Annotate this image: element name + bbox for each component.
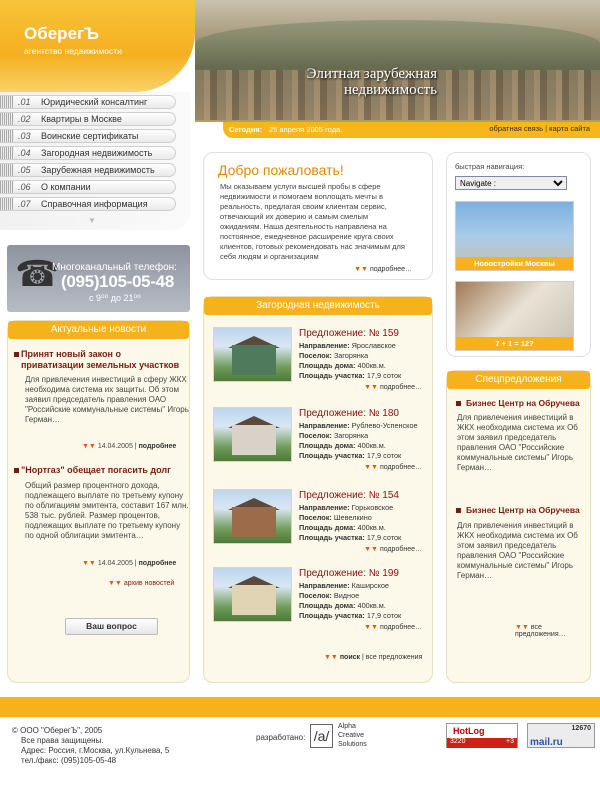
welcome-body: Мы оказываем услуги высшей пробы в сфере недвижимости и помогаем воплощать мечты в реальность, предлагая своим клиентам сервис, отвечающий их доверию и самым смелым ожиданиям. Наша деятельность направлена на постоянное, ежедневное расширение круга своих клиентов, готовых рекомендовать нас значимым для себя людям и организациям (220, 182, 405, 261)
welcome-panel (203, 152, 433, 280)
hotlog-name: HotLog (453, 726, 485, 736)
news-more-link[interactable]: подробнее (138, 443, 177, 450)
menu-item-number: .07 (18, 199, 31, 209)
menu-item-foreign[interactable] (0, 163, 176, 177)
bullet-icon (456, 401, 461, 406)
menu-item-label: Зарубежная недвижимость (41, 165, 155, 175)
offer-card (204, 401, 434, 481)
news-date: 14.04.2005 (97, 443, 133, 450)
main-menu (0, 92, 190, 230)
menu-item-number: .05 (18, 165, 31, 175)
date-label: Сегодня: (229, 125, 263, 134)
news-more-link[interactable]: подробнее (138, 560, 177, 567)
offer-house-area: Площадь дома: 400кв.м. (299, 441, 386, 450)
special-offers-panel (446, 370, 591, 683)
feedback-link[interactable]: обратная связь (489, 124, 543, 133)
menu-item-moscow-flats[interactable] (0, 112, 176, 126)
puzzle-banner[interactable] (455, 281, 574, 351)
offer-house-area: Площадь дома: 400кв.м. (299, 601, 386, 610)
offer-card (204, 321, 434, 401)
hotlog-stats: 3220 +3 (447, 738, 517, 748)
phone-banner (7, 245, 190, 312)
offer-photo[interactable] (213, 567, 292, 622)
welcome-more-link[interactable]: подробнее… (369, 266, 412, 273)
special-body: Для привлечения инвестиций в ЖКХ необходима система их Об этом заявил председатель правления ОАО "Российские коммунальные системы" Игорь Герман… (457, 521, 578, 580)
special-heading: Спецпредложения (447, 371, 590, 389)
news-body: Общий размер процентного дохода, подлежащего выплате по третьему купону по облигациям эмитента, составит 167 млн. 538 тыс. рублей. Размер процентов, подлежащих выплате по третьему купону по одной облигации эмитента… (25, 481, 189, 540)
top-links (489, 124, 590, 133)
menu-item-military-certs[interactable] (0, 129, 176, 143)
phone-hours: с 9⁰⁰ до 21⁰⁰ (89, 293, 141, 303)
site-logo[interactable]: ОберегЪ (24, 24, 99, 43)
news-title-link[interactable]: Принят новый закон о приватизации земельных участков (21, 349, 180, 370)
menu-item-number: .02 (18, 114, 31, 124)
phone-icon: ☎ (15, 253, 60, 294)
news-archive-link[interactable]: архив новостей (123, 580, 175, 587)
offer-plot-area: Площадь участка: 17,9 соток (299, 371, 402, 380)
hotlog-counter[interactable] (446, 723, 518, 748)
arrow-icon: ▼▼ (108, 580, 122, 587)
arrow-icon: ▼▼ (364, 546, 378, 553)
menu-item-about[interactable] (0, 180, 176, 194)
offer-more-link[interactable]: подробнее… (379, 546, 422, 553)
news-heading: Актуальные новости (8, 321, 189, 339)
arrow-icon: ▼▼ (354, 266, 368, 273)
address-line: Адрес: Россия, г.Москва, ул.Кульнева, 5 (21, 746, 170, 755)
country-property-panel (203, 296, 433, 683)
offer-direction: Направление: Рублево-Успенское (299, 421, 418, 430)
special-all (515, 624, 590, 638)
offer-more-link[interactable]: подробнее… (379, 464, 422, 471)
arrow-icon: ▼▼ (82, 560, 96, 567)
offer-more (364, 546, 422, 553)
copyright-block (12, 726, 169, 766)
offer-title-link[interactable]: Предложение: № 180 (299, 408, 399, 419)
special-body: Для привлечения инвестиций в ЖКХ необходима система их Об этом заявил председатель правления ОАО "Российские коммунальные системы" Игорь Герман… (457, 413, 578, 472)
offer-village: Поселок: Загорянка (299, 431, 369, 440)
sitemap-link[interactable]: карта сайта (549, 124, 590, 133)
mailru-counter[interactable] (527, 723, 595, 748)
new-buildings-banner[interactable] (455, 201, 574, 271)
offer-house-area: Площадь дома: 400кв.м. (299, 361, 386, 370)
offer-plot-area: Площадь участка: 17,9 соток (299, 451, 402, 460)
offer-title-link[interactable]: Предложение: № 159 (299, 328, 399, 339)
footer-bar (0, 697, 600, 717)
offer-photo[interactable] (213, 407, 292, 462)
menu-item-number: .06 (18, 182, 31, 192)
date-value: 25 апреля 2005 года. (269, 125, 343, 134)
bullet-icon (456, 508, 461, 513)
menu-item-number: .04 (18, 148, 31, 158)
phone-number: (095)105-05-48 (61, 272, 174, 291)
new-buildings-caption: Новостройки Москвы (456, 257, 573, 270)
navigate-select[interactable] (455, 176, 567, 190)
offer-more-link[interactable]: подробнее… (379, 384, 422, 391)
offer-direction: Направление: Каширское (299, 581, 389, 590)
phone-line: тел./факс: (095)105-05-48 (21, 756, 117, 765)
arrow-icon: ▼▼ (324, 654, 338, 661)
menu-item-reference[interactable] (0, 197, 176, 211)
header-tagline: Элитная зарубежная недвижимость (306, 66, 437, 98)
offer-photo[interactable] (213, 489, 292, 544)
arrow-icon: ▼▼ (364, 464, 378, 471)
special-all-link[interactable]: все предложения… (515, 624, 566, 638)
offer-direction: Направление: Горьковское (299, 503, 394, 512)
bullet-icon (14, 352, 19, 357)
menu-item-number: .03 (18, 131, 31, 141)
offer-direction: Направление: Ярославское (299, 341, 396, 350)
offer-plot-area: Площадь участка: 17,9 соток (299, 533, 402, 542)
menu-item-country[interactable] (0, 146, 176, 160)
offer-more (364, 384, 422, 391)
news-meta: ▼▼ 14.04.2005 | подробнее (82, 443, 177, 450)
offer-card (204, 561, 434, 641)
arrow-icon: ▼▼ (364, 624, 378, 631)
mailru-logo: mail.ru (530, 737, 563, 748)
news-body: Для привлечения инвестиций в сферу ЖКХ необходима система их защиты. Об этом заявил председатель правления ОАО "Российские коммунальные системы" Игорь Герман… (25, 375, 189, 424)
welcome-more (354, 266, 412, 273)
arrow-icon: ▼▼ (364, 384, 378, 391)
offer-village: Поселок: Видное (299, 591, 360, 600)
quick-nav-panel (446, 152, 591, 357)
offer-photo[interactable] (213, 327, 292, 382)
arrow-icon: ▼▼ (82, 443, 96, 450)
menu-item-number: .01 (18, 97, 31, 107)
offer-card (204, 483, 434, 563)
offer-title-link[interactable]: Предложение: № 199 (299, 568, 399, 579)
quick-nav-label: быстрая навигация: (455, 162, 525, 171)
news-date: 14.04.2005 (97, 560, 133, 567)
offer-more-link[interactable]: подробнее… (379, 624, 422, 631)
search-link[interactable]: поиск (339, 654, 361, 661)
offer-title-link[interactable]: Предложение: № 154 (299, 490, 399, 501)
special-title-link[interactable]: Бизнес Центр на Обручева (466, 398, 580, 408)
menu-item-label: Загородная недвижимость (41, 148, 153, 158)
news-meta: ▼▼ 14.04.2005 | подробнее (82, 560, 177, 567)
offer-village: Поселок: Загорянка (299, 351, 369, 360)
puzzle-caption: 7 + 1 = 12? (456, 337, 573, 350)
welcome-heading: Добро пожаловать! (218, 162, 344, 178)
news-title-link[interactable]: "Нортгаз" обещает погасить долг (21, 465, 171, 475)
offer-village: Поселок: Шевелкино (299, 513, 372, 522)
developer-name: Alpha Creative Solutions (338, 723, 367, 748)
link-separator: | (545, 124, 548, 133)
menu-item-legal[interactable] (0, 95, 176, 109)
menu-item-label: О компании (41, 182, 91, 192)
chevron-down-icon: ▼ (88, 216, 96, 225)
country-footer-links: ▼▼ поиск | все предложения (324, 654, 423, 661)
offer-house-area: Площадь дома: 400кв.м. (299, 523, 386, 532)
arrow-icon: ▼▼ (515, 624, 529, 631)
offer-plot-area: Площадь участка: 17,9 соток (299, 611, 402, 620)
menu-item-label: Квартиры в Москве (41, 114, 122, 124)
copyright-line: Все права защищены. (21, 736, 104, 745)
news-archive (108, 580, 174, 587)
menu-item-label: Воинские сертификаты (41, 131, 139, 141)
header-photo (195, 0, 600, 122)
developed-by-label: разработано: (256, 733, 306, 742)
site-slogan: агентство недвижимости (24, 46, 122, 56)
menu-item-label: Справочная информация (41, 199, 148, 209)
copyright-line: © ООО "ОберегЪ", 2005 (12, 726, 103, 735)
phone-label: Многоканальный телефон: (52, 262, 177, 273)
bullet-icon (14, 468, 19, 473)
mailru-count: 12670 (571, 725, 591, 732)
offer-more (364, 464, 422, 471)
country-heading: Загородная недвижимость (204, 297, 432, 315)
alpha-logo-icon: /a/ (310, 724, 333, 748)
menu-item-label: Юридический консалтинг (41, 97, 148, 107)
ask-question-button[interactable]: Ваш вопрос (65, 618, 158, 635)
all-offers-link[interactable]: все предложения (365, 654, 423, 661)
special-title-link[interactable]: Бизнес Центр на Обручева (466, 505, 580, 515)
offer-more (364, 624, 422, 631)
